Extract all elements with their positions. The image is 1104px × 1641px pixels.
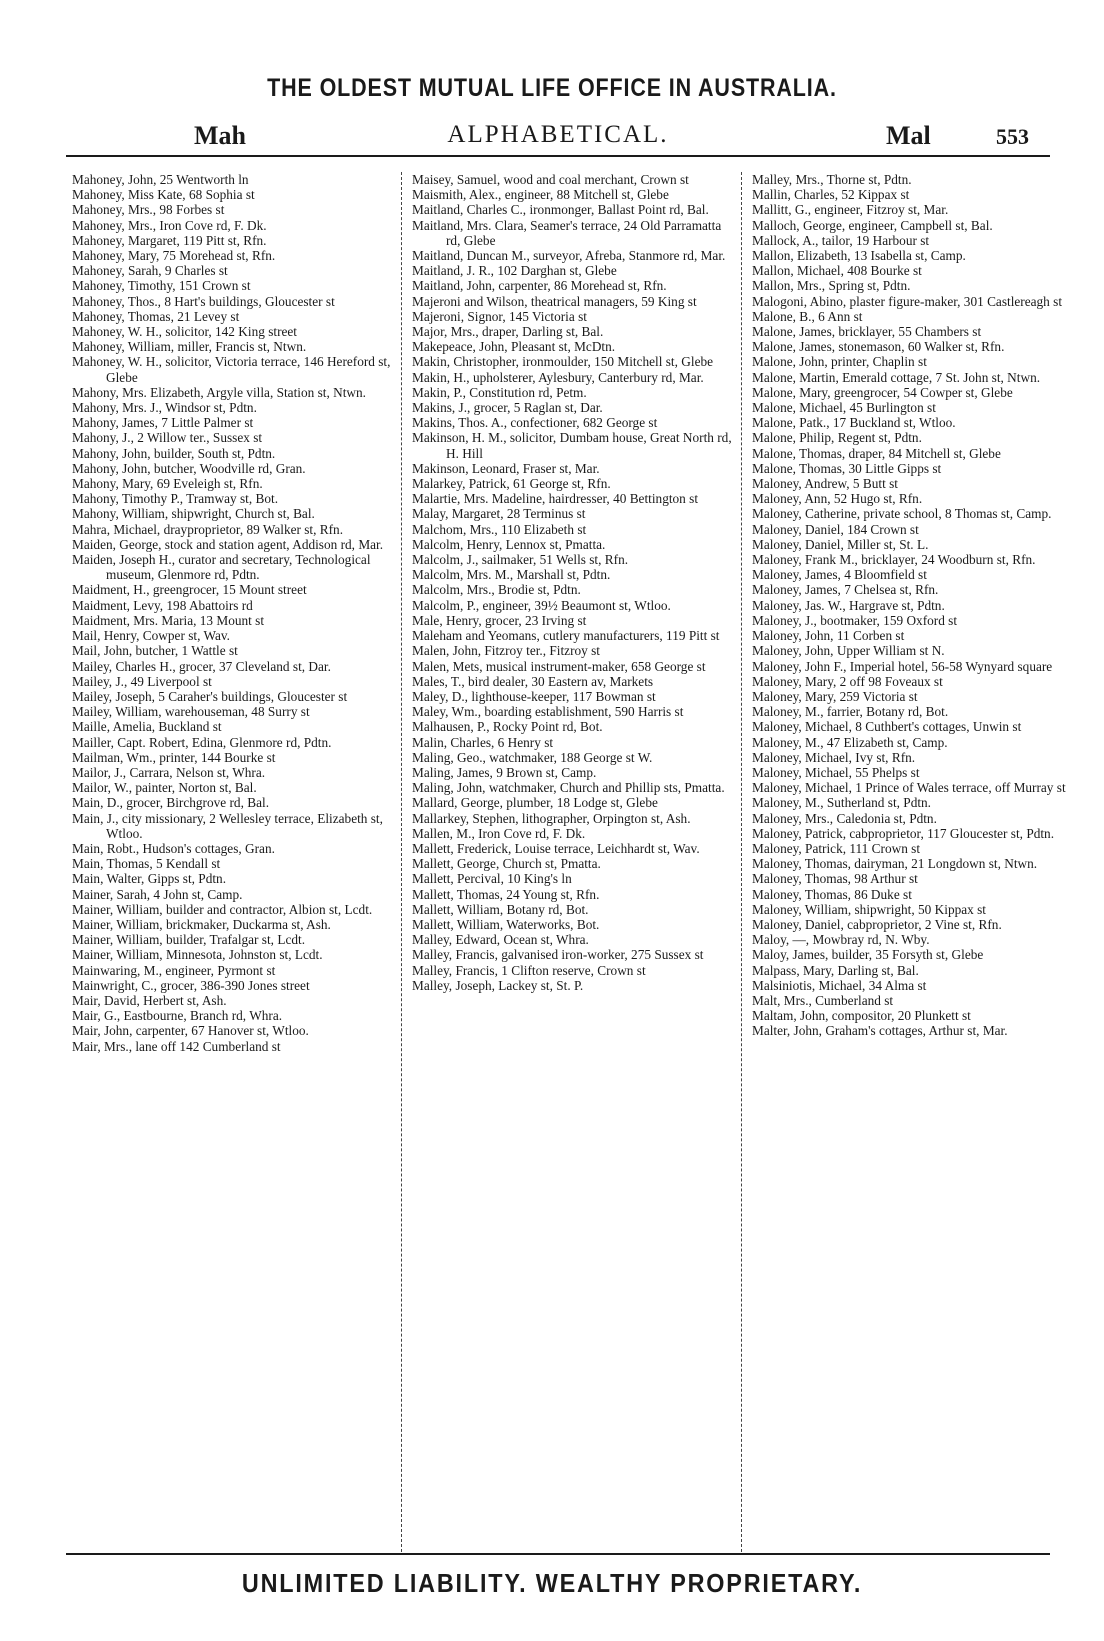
directory-entry: Main, D., grocer, Birchgrove rd, Bal. [72, 795, 270, 811]
directory-entry: Maloney, Daniel, Miller st, St. L. [752, 536, 929, 552]
directory-entry: Main, Robt., Hudson's cottages, Gran. [72, 840, 275, 856]
bottom-banner: UNLIMITED LIABILITY. WEALTHY PROPRIETARY. [241, 1568, 863, 1598]
directory-entry: Maisey, Samuel, wood and coal merchant, Crown st [412, 172, 689, 187]
directory-entry: Mainer, Sarah, 4 John st, Camp. [72, 886, 243, 902]
directory-entry: Maidment, Mrs. Maria, 13 Mount st [72, 612, 265, 628]
directory-entry: Malone, James, bricklayer, 55 Chambers st [752, 324, 982, 340]
directory-entry: Malartie, Mrs. Madeline, hairdresser, 40 Bettington st [412, 491, 699, 507]
directory-entry: Mailey, J., 49 Liverpool st [72, 673, 212, 689]
directory-entry: Maloney, Michael, Ivy st, Rfn. [752, 749, 916, 765]
directory-entry: Malley, Mrs., Thorne st, Pdtn. [752, 172, 912, 187]
directory-column-1 [72, 172, 392, 1539]
directory-entry: Maloney, Patrick, 111 Crown st [752, 840, 921, 856]
directory-column-3 [752, 172, 1070, 1539]
directory-entry: Malcolm, Mrs., Brodie st, Pdtn. [412, 582, 581, 598]
page-header [66, 115, 1050, 157]
directory-entry: Maismith, Alex., engineer, 88 Mitchell st, Glebe [412, 187, 669, 203]
directory-entry: Maloney, William, shipwright, 50 Kippax st [752, 901, 986, 917]
directory-entry: Malone, Michael, 45 Burlington st [752, 400, 936, 416]
directory-entry: Malone, Thomas, draper, 84 Mitchell st, Glebe [752, 445, 1001, 461]
directory-entry: Major, Mrs., draper, Darling st, Bal. [412, 324, 604, 340]
header-range-end: Mal [886, 121, 931, 150]
directory-entry: Mainwright, C., grocer, 386-390 Jones street [72, 977, 310, 993]
directory-entry: Mailman, Wm., printer, 144 Bourke st [72, 749, 276, 765]
directory-entry: Mailor, J., Carrara, Nelson st, Whra. [72, 764, 266, 780]
directory-entry: Malley, Edward, Ocean st, Whra. [412, 932, 589, 948]
directory-entry: Mahoney, William, miller, Francis st, Ntwn. [72, 339, 307, 355]
directory-entry: Maitland, J. R., 102 Darghan st, Glebe [412, 263, 617, 279]
directory-entry: Mail, Henry, Cowper st, Wav. [72, 628, 230, 644]
directory-entry: Mallard, George, plumber, 18 Lodge st, Glebe [412, 795, 658, 811]
directory-entry: Maloy, —, Mowbray rd, N. Wby. [752, 932, 930, 948]
directory-entry: Mallon, Michael, 408 Bourke st [752, 263, 922, 279]
directory-entry: Mallen, M., Iron Cove rd, F. Dk. [412, 825, 586, 841]
directory-entry: Makins, J., grocer, 5 Raglan st, Dar. [412, 400, 603, 416]
directory-entry: Maloney, Patrick, cabproprietor, 117 Gloucester st, Pdtn. [752, 825, 1055, 841]
directory-entry: Mainer, William, builder, Trafalgar st, Lcdt. [72, 932, 306, 948]
directory-entry: Malone, B., 6 Ann st [752, 308, 863, 324]
directory-entry: Mallon, Mrs., Spring st, Pdtn. [752, 278, 911, 294]
directory-entry: Mailey, Joseph, 5 Caraher's buildings, Gloucester st [72, 688, 348, 704]
directory-entry: Mail, John, butcher, 1 Wattle st [72, 643, 238, 659]
directory-entry: Malen, Mets, musical instrument-maker, 658 George st [412, 658, 706, 674]
directory-entry: Mahoney, Miss Kate, 68 Sophia st [72, 187, 255, 203]
directory-entry: Malone, Philip, Regent st, Pdtn. [752, 430, 922, 446]
directory-entry: Maloney, Thomas, 86 Duke st [752, 886, 912, 902]
footer-rule [66, 1553, 1050, 1555]
directory-entry: Malen, John, Fitzroy ter., Fitzroy st [412, 643, 600, 659]
directory-entry: Mahony, Timothy P., Tramway st, Bot. [72, 491, 279, 507]
directory-entry: Maloney, John, Upper William st N. [752, 643, 945, 659]
directory-entry: Mair, David, Herbert st, Ash. [72, 992, 227, 1008]
directory-entry: Mahoney, W. H., solicitor, 142 King street [72, 324, 297, 340]
directory-entry: Mainwaring, M., engineer, Pyrmont st [72, 962, 276, 978]
directory-entry: Mahony, John, butcher, Woodville rd, Gran. [72, 460, 306, 476]
directory-entry: Maloney, M., farrier, Botany rd, Bot. [752, 704, 949, 720]
directory-entry: Maloney, M., 47 Elizabeth st, Camp. [752, 734, 948, 750]
directory-entry: Malone, Martin, Emerald cottage, 7 St. John st, Ntwn. [752, 369, 1041, 385]
directory-entry: Maloney, Mary, 2 off 98 Foveaux st [752, 673, 943, 689]
directory-entry: Mainer, William, Minnesota, Johnston st, Lcdt. [72, 947, 323, 963]
directory-entry: Mailey, Charles H., grocer, 37 Cleveland st, Dar. [72, 658, 331, 674]
directory-entry: Mallett, Percival, 10 King's ln [412, 871, 572, 887]
directory-entry: Mallett, George, Church st, Pmatta. [412, 856, 601, 872]
directory-entry: Mainer, William, builder and contractor, Albion st, Lcdt. [72, 901, 373, 917]
directory-entry: Maling, John, watchmaker, Church and Phillip sts, Pmatta. [412, 780, 725, 796]
column-divider [741, 172, 743, 1552]
directory-entry: Malone, Mary, greengrocer, 54 Cowper st, Glebe [752, 384, 1013, 400]
directory-entry: Maloney, Daniel, cabproprietor, 2 Vine st, Rfn. [752, 916, 1002, 932]
directory-entry: Malin, Charles, 6 Henry st [412, 734, 554, 750]
directory-entry: Mailler, Capt. Robert, Edina, Glenmore rd, Pdtn. [72, 734, 332, 750]
directory-entry: Maling, James, 9 Brown st, Camp. [412, 764, 597, 780]
section-title: ALPHABETICAL. [447, 121, 669, 148]
directory-entry: Mallock, A., tailor, 19 Harbour st [752, 232, 930, 248]
directory-entry: Malley, Francis, 1 Clifton reserve, Crown st [412, 962, 646, 978]
directory-entry: Mainer, William, brickmaker, Duckarma st, Ash. [72, 916, 331, 932]
directory-entry: Maloney, Michael, 55 Phelps st [752, 764, 920, 780]
directory-entry: Malsiniotis, Michael, 34 Alma st [752, 977, 927, 993]
directory-entry: Mahoney, W. H., solicitor, Victoria terrace, 146 Hereford st, Glebe [72, 354, 391, 385]
directory-entry: Mallon, Elizabeth, 13 Isabella st, Camp. [752, 248, 966, 264]
directory-entry: Malcolm, Mrs. M., Marshall st, Pdtn. [412, 567, 611, 583]
directory-entry: Maloney, Mrs., Caledonia st, Pdtn. [752, 810, 937, 826]
directory-entry: Malone, Thomas, 30 Little Gipps st [752, 460, 942, 476]
directory-entry: Main, Walter, Gipps st, Pdtn. [72, 871, 227, 887]
directory-entry: Maloney, Michael, 1 Prince of Wales terrace, off Murray st [752, 780, 1066, 796]
directory-entry: Malhausen, P., Rocky Point rd, Bot. [412, 719, 603, 735]
directory-entry: Maltam, John, compositor, 20 Plunkett st [752, 1008, 971, 1024]
directory-entry: Makepeace, John, Pleasant st, McDtn. [412, 339, 616, 355]
directory-entry: Mailor, W., painter, Norton st, Bal. [72, 780, 257, 796]
directory-entry: Maloy, James, builder, 35 Forsyth st, Glebe [752, 947, 984, 963]
directory-entry: Malcolm, P., engineer, 39½ Beaumont st, Wtloo. [412, 597, 671, 613]
directory-entry: Mahra, Michael, drayproprietor, 89 Walker st, Rfn. [72, 521, 344, 537]
directory-entry: Malley, Francis, galvanised iron-worker, 275 Sussex st [412, 947, 704, 963]
directory-entry: Maloney, Ann, 52 Hugo st, Rfn. [752, 491, 923, 507]
directory-entry: Mallarkey, Stephen, lithographer, Orpington st, Ash. [412, 810, 691, 826]
directory-entry: Makins, Thos. A., confectioner, 682 George st [412, 415, 658, 431]
directory-entry: Makin, Christopher, ironmoulder, 150 Mitchell st, Glebe [412, 354, 714, 370]
directory-entry: Maitland, John, carpenter, 86 Morehead st, Rfn. [412, 278, 667, 294]
directory-entry: Malcolm, Henry, Lennox st, Pmatta. [412, 536, 606, 552]
directory-entry: Maloney, James, 7 Chelsea st, Rfn. [752, 582, 939, 598]
directory-entry: Maitland, Duncan M., surveyor, Afreba, Stanmore rd, Mar. [412, 248, 726, 264]
directory-entry: Mallin, Charles, 52 Kippax st [752, 187, 910, 203]
directory-entry: Male, Henry, grocer, 23 Irving st [412, 612, 587, 628]
directory-entry: Malone, John, printer, Chaplin st [752, 354, 927, 370]
directory-entry: Maidment, H., greengrocer, 15 Mount street [72, 582, 307, 598]
directory-entry: Mahoney, Timothy, 151 Crown st [72, 278, 251, 294]
directory-entry: Mallitt, G., engineer, Fitzroy st, Mar. [752, 202, 949, 218]
directory-entry: Malogoni, Abino, plaster figure-maker, 301 Castlereagh st [752, 293, 1063, 309]
directory-entry: Maley, D., lighthouse-keeper, 117 Bowman st [412, 688, 656, 704]
directory-entry: Mahony, Mary, 69 Eveleigh st, Rfn. [72, 476, 263, 492]
directory-entry: Maloney, J., bootmaker, 159 Oxford st [752, 612, 958, 628]
directory-entry: Maloney, John F., Imperial hotel, 56-58 Wynyard square [752, 658, 1053, 674]
directory-entry: Mahony, John, builder, South st, Pdtn. [72, 445, 276, 461]
directory-entry: Malay, Margaret, 28 Terminus st [412, 506, 586, 522]
directory-entry: Mahoney, Mrs., 98 Forbes st [72, 202, 225, 218]
directory-entry: Mahoney, Thomas, 21 Levey st [72, 308, 240, 324]
directory-entry: Maitland, Mrs. Clara, Seamer's terrace, 24 Old Parramatta rd, Glebe [412, 217, 722, 248]
directory-entry: Maloney, John, 11 Corben st [752, 628, 905, 644]
directory-entry: Malchom, Mrs., 110 Elizabeth st [412, 521, 587, 537]
top-banner: THE OLDEST MUTUAL LIFE OFFICE IN AUSTRALIA. [267, 74, 837, 102]
directory-entry: Malpass, Mary, Darling st, Bal. [752, 962, 919, 978]
directory-entry: Males, T., bird dealer, 30 Eastern av, Markets [412, 673, 654, 689]
column-divider [401, 172, 403, 1552]
directory-entry: Mahoney, Mary, 75 Morehead st, Rfn. [72, 248, 276, 264]
directory-entry: Mahoney, Mrs., Iron Cove rd, F. Dk. [72, 217, 267, 233]
directory-entry: Malt, Mrs., Cumberland st [752, 992, 894, 1008]
directory-entry: Mahony, Mrs. J., Windsor st, Pdtn. [72, 400, 257, 416]
directory-entry: Maloney, M., Sutherland st, Pdtn. [752, 795, 932, 811]
header-range-start: Mah [194, 121, 246, 150]
directory-entry: Maloney, Thomas, dairyman, 21 Longdown st, Ntwn. [752, 856, 1038, 872]
directory-entry: Maloney, Daniel, 184 Crown st [752, 521, 919, 537]
directory-entry: Mahony, J., 2 Willow ter., Sussex st [72, 430, 263, 446]
directory-entry: Makin, P., Constitution rd, Petm. [412, 384, 587, 400]
directory-entry: Maloney, Catherine, private school, 8 Thomas st, Camp. [752, 506, 1052, 522]
directory-entry: Maidment, Levy, 198 Abattoirs rd [72, 597, 253, 613]
directory-entry: Maling, Geo., watchmaker, 188 George st W. [412, 749, 653, 765]
directory-entry: Maitland, Charles C., ironmonger, Ballast Point rd, Bal. [412, 202, 709, 218]
directory-entry: Malone, Patk., 17 Buckland st, Wtloo. [752, 415, 956, 431]
directory-entry: Mair, G., Eastbourne, Branch rd, Whra. [72, 1008, 283, 1024]
directory-entry: Maleham and Yeomans, cutlery manufacturers, 119 Pitt st [412, 628, 720, 644]
directory-entry: Maloney, Jas. W., Hargrave st, Pdtn. [752, 597, 945, 613]
directory-entry: Mahony, James, 7 Little Palmer st [72, 415, 254, 431]
directory-entry: Maley, Wm., boarding establishment, 590 Harris st [412, 704, 684, 720]
directory-entry: Makin, H., upholsterer, Aylesbury, Canterbury rd, Mar. [412, 369, 704, 385]
directory-entry: Maloney, Michael, 8 Cuthbert's cottages, Unwin st [752, 719, 1022, 735]
directory-entry: Main, J., city missionary, 2 Wellesley terrace, Elizabeth st, Wtloo. [72, 810, 383, 841]
directory-entry: Majeroni, Signor, 145 Victoria st [412, 308, 587, 324]
directory-entry: Main, Thomas, 5 Kendall st [72, 856, 221, 872]
directory-entry: Mahoney, Margaret, 119 Pitt st, Rfn. [72, 232, 267, 248]
directory-entry: Majeroni and Wilson, theatrical managers, 59 King st [412, 293, 697, 309]
directory-entry: Malarkey, Patrick, 61 George st, Rfn. [412, 476, 611, 492]
directory-entry: Mallett, William, Botany rd, Bot. [412, 901, 589, 917]
directory-entry: Maloney, Mary, 259 Victoria st [752, 688, 918, 704]
directory-entry: Mahoney, John, 25 Wentworth ln [72, 172, 249, 187]
directory-entry: Maille, Amelia, Buckland st [72, 719, 222, 735]
directory-entry: Malone, James, stonemason, 60 Walker st, Rfn. [752, 339, 1005, 355]
directory-entry: Malter, John, Graham's cottages, Arthur st, Mar. [752, 1023, 1008, 1039]
directory-entry: Mair, Mrs., lane off 142 Cumberland st [72, 1038, 281, 1054]
directory-entry: Mahony, William, shipwright, Church st, Bal. [72, 506, 315, 522]
directory-entry: Mahoney, Thos., 8 Hart's buildings, Gloucester st [72, 293, 335, 309]
directory-entry: Makinson, Leonard, Fraser st, Mar. [412, 460, 600, 476]
directory-entry: Malloch, George, engineer, Campbell st, Bal. [752, 217, 993, 233]
directory-entry: Maloney, James, 4 Bloomfield st [752, 567, 927, 583]
directory-entry: Mahoney, Sarah, 9 Charles st [72, 263, 228, 279]
directory-entry: Maiden, George, stock and station agent, Addison rd, Mar. [72, 536, 384, 552]
directory-entry: Maiden, Joseph H., curator and secretary, Technological museum, Glenmore rd, Pdtn. [72, 552, 371, 583]
directory-entry: Mahony, Mrs. Elizabeth, Argyle villa, Station st, Ntwn. [72, 384, 366, 400]
directory-entry: Malcolm, J., sailmaker, 51 Wells st, Rfn. [412, 552, 629, 568]
directory-column-2 [412, 172, 732, 1539]
directory-entry: Maloney, Thomas, 98 Arthur st [752, 871, 918, 887]
directory-entry: Mair, John, carpenter, 67 Hanover st, Wtloo. [72, 1023, 309, 1039]
directory-entry: Mallett, William, Waterworks, Bot. [412, 916, 600, 932]
page-number: 553 [996, 124, 1029, 149]
directory-entry: Makinson, H. M., solicitor, Dumbam house, Great North rd, H. Hill [412, 430, 732, 461]
directory-entry: Mallett, Frederick, Louise terrace, Leichhardt st, Wav. [412, 840, 700, 856]
directory-entry: Malley, Joseph, Lackey st, St. P. [412, 977, 584, 993]
directory-entry: Mailey, William, warehouseman, 48 Surry st [72, 704, 310, 720]
directory-entry: Maloney, Frank M., bricklayer, 24 Woodburn st, Rfn. [752, 552, 1036, 568]
directory-entry: Maloney, Andrew, 5 Butt st [752, 476, 899, 492]
directory-entry: Mallett, Thomas, 24 Young st, Rfn. [412, 886, 600, 902]
